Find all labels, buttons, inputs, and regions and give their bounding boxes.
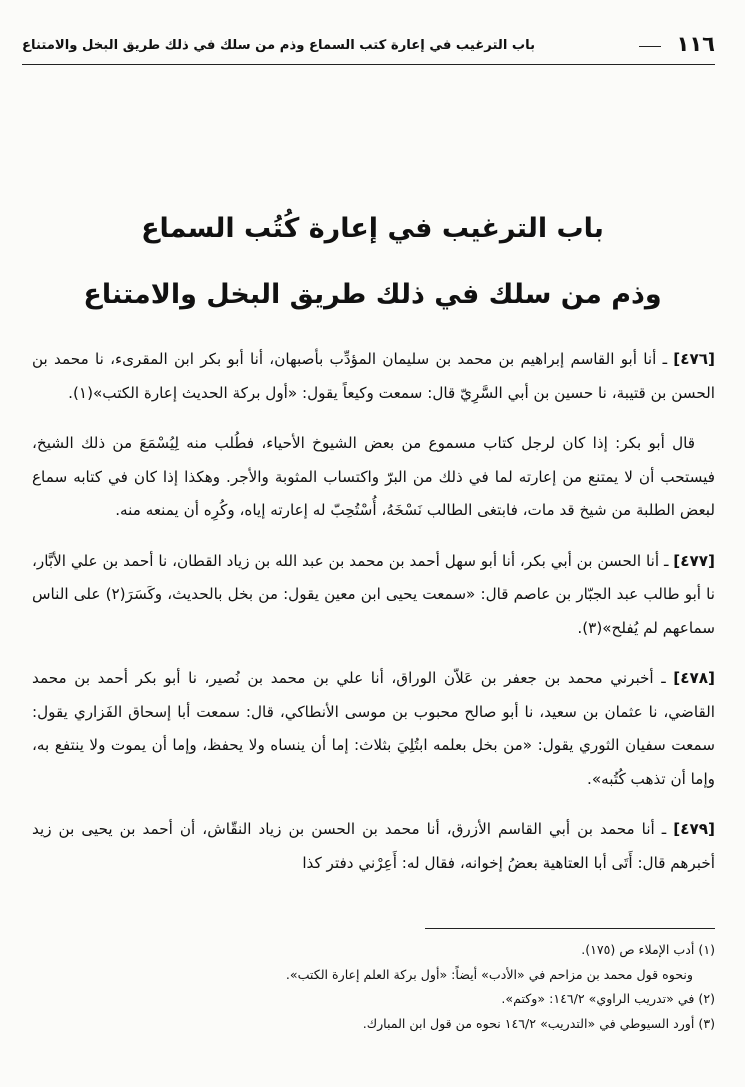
paragraph-text: ـ أنا محمد بن أبي القاسم الأزرق، أنا محمد بن الحسن بن زياد النقّاش، أن أحمد بن يحيى بن زيد أخبرهم قال: أَتَى أبا العتاهية بعضُ إخوانه، فقال له: أَعِرْني دفتر كذا bbox=[32, 820, 715, 872]
running-head-dash bbox=[639, 46, 661, 47]
hadith-477 bbox=[32, 545, 715, 646]
body-text bbox=[32, 343, 715, 897]
chapter-title bbox=[0, 196, 745, 328]
footnote-1-continuation: ونحوه قول محمد بن مزاحم في «الأدب» أيضاً: «أول بركة العلم إعارة الكتب». bbox=[285, 966, 693, 982]
hadith-number: [٤٧٧] bbox=[673, 551, 715, 570]
paragraph-text: ـ أنا أبو القاسم إبراهيم بن محمد بن سليمان المؤدِّب بأصبهان، أنا أبو بكر ابن المقرىء، نا محمد بن الحسن بن قتيبة، نا حسين بن أبي السَّرِيّ قال: سمعت وكيعاً يقول: «أول بركة الحديث إعارة الكتب»(١). bbox=[32, 350, 715, 402]
running-head-title: باب الترغيب في إعارة كتب السماع وذم من سلك في ذلك طريق البخل والامتناع bbox=[22, 38, 536, 53]
footnote-1: (١) أدب الإملاء ص (١٧٥). bbox=[581, 942, 715, 957]
chapter-title-line-1: باب الترغيب في إعارة كُتُب السماع bbox=[141, 213, 604, 244]
hadith-478 bbox=[32, 662, 715, 796]
paragraph-text: ـ أخبرني محمد بن جعفر بن عَلاّن الوراق، أنا علي بن محمد بن نُصير، نا أبو بكر أحمد بن محمد القاضي، نا عثمان بن سعيد، نا أبو صالح محبوب بن موسى الأنطاكي، قال: سمعت أبا إسحاق الفَزاري يقول: سمعت سفيان الثوري يقول: «من بخل بعلمه ابتُلِيَ بثلاث: إما أن ينساه ولا يحفظ، وإما أن يموت ولا ينتفع به، وإما أن تذهب كُتُبه». bbox=[32, 669, 715, 788]
hadith-476 bbox=[32, 343, 715, 410]
paragraph-text: ـ أنا الحسن بن أبي بكر، أنا أبو سهل أحمد بن محمد بن عبد الله بن زياد القطان، نا أحمد بن علي الأبَّار، نا أبو طالب عبد الجبّار بن عاصم قال: «سمعت يحيى ابن معين يقول: من بخل بالحديث، وكَسَرَ(٢) على الناس سماعهم لم يُفلح»(٣). bbox=[32, 551, 715, 637]
paragraph-text: قال أبو بكر: إذا كان لرجل كتاب مسموع من بعض الشيوخ الأحياء، فطُلب منه لِيُسْمَعَ من ذلك الشيخ، فيستحب أن لا يمتنع من إعارته لما في ذلك من البرّ واكتساب المثوبة والأجر. وهكذا إذا كان في كتابه سماع لبعض الطلبة من شيخ قد مات، فابتغى الطالب نَسْخَهُ، أُسْتُحِبّ له إعارته إياه، وكُرِه أن يمنعه منه. bbox=[32, 434, 715, 519]
chapter-title-line-2: وذم من سلك في ذلك طريق البخل والامتناع bbox=[83, 279, 662, 310]
footnote-2: (٢) في «تدريب الراوي» ١٤٦/٢: «وكتم». bbox=[501, 991, 715, 1006]
running-head bbox=[22, 30, 715, 65]
footnote-separator bbox=[425, 928, 715, 929]
hadith-number: [٤٧٩] bbox=[673, 820, 715, 838]
footnote-3: (٣) أورد السيوطي في «التدريب» ١٤٦/٢ نحوه من قول ابن المبارك. bbox=[362, 1015, 715, 1031]
footnotes bbox=[32, 938, 715, 1036]
hadith-479 bbox=[32, 813, 715, 880]
page-number: ١١٦ bbox=[676, 32, 715, 56]
hadith-number: [٤٧٨] bbox=[673, 669, 715, 687]
hadith-number: [٤٧٦] bbox=[673, 350, 715, 368]
commentary-paragraph bbox=[32, 427, 715, 528]
